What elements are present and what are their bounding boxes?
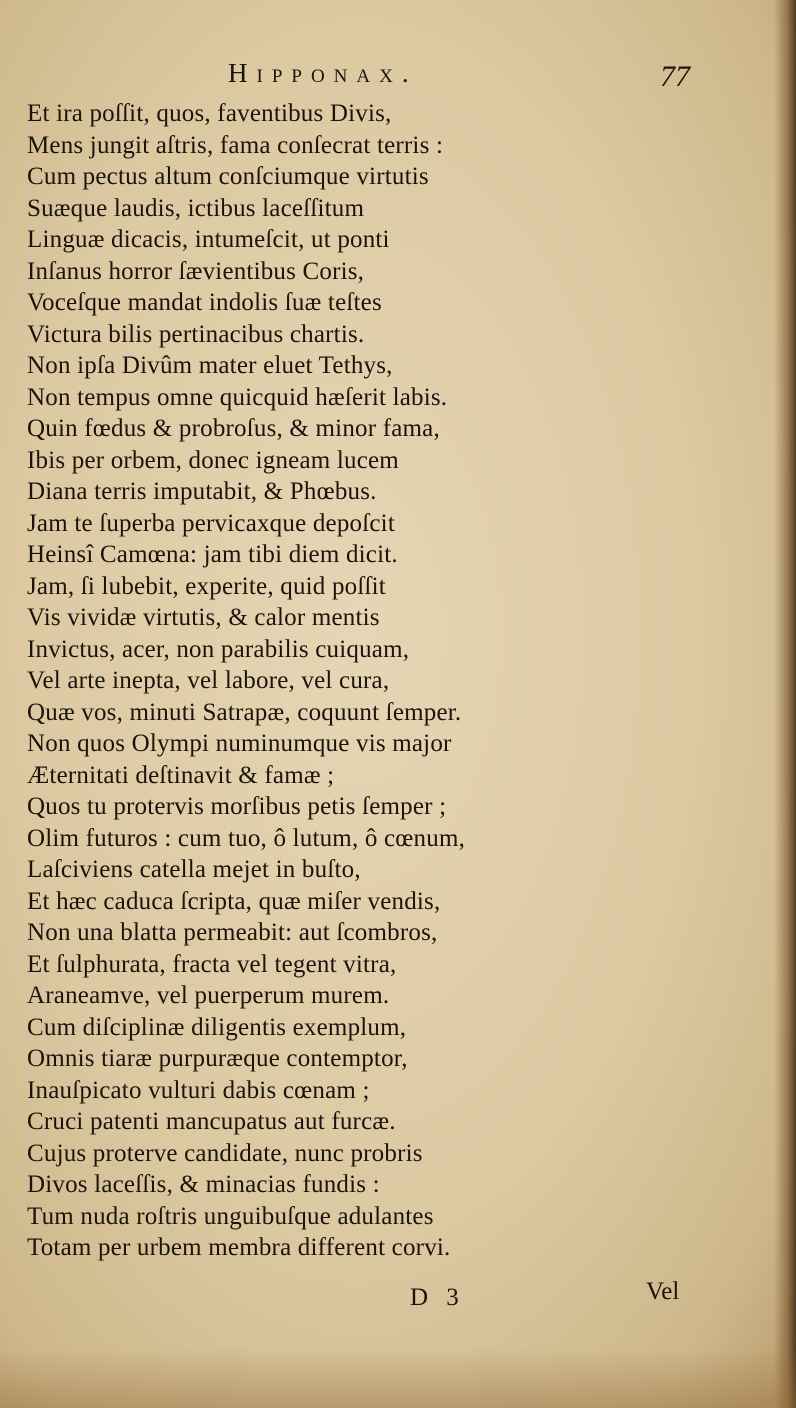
verse-line: Quos tu protervis morſibus petis ſemper ; [27,793,447,820]
verse-line: Omnis tiaræ purpuræque contemptor, [27,1045,408,1072]
verse-line: Tum nuda roſtris unguibuſque adulantes [27,1202,434,1230]
verse-line: Et ira poſſit, quos, faventibus Divis, [27,100,392,127]
verse-line: Et ſulphurata, fracta vel tegent vitra, [27,950,397,978]
verse-line: Non quos Olympi numinumque vis major [27,730,452,757]
verse-line: Totam per urbem membra different corvi. [27,1234,451,1261]
verse-line: Cum diſciplinæ diligentis exemplum, [27,1013,407,1041]
running-title: Hipponax. [228,58,418,88]
page-number: 77 [660,60,690,93]
verse-line: Non una blatta permeabit: aut ſcombros, [27,919,438,946]
verse-line: Inauſpicato vulturi dabis cœnam ; [27,1076,370,1104]
verse-line: Cum pectus altum conſciumque virtutis [27,163,429,190]
verse-line: Quin fœdus & probroſus, & minor fama, [27,415,440,442]
verse-line: Diana terris imputabit, & Phœbus. [27,478,377,505]
page-header [0,58,796,98]
verse-line: Vis vividæ virtutis, & calor mentis [27,604,380,631]
verse-line: Araneamve, vel puerperum murem. [27,982,390,1009]
verse-line: Jam, ſi lubebit, experite, quid poſſit [27,572,386,600]
verse-line: Cruci patenti mancupatus aut furcæ. [27,1108,396,1135]
verse-line: Linguæ dicacis, intumeſcit, ut ponti [27,226,390,253]
signature-mark: D 3 [410,1284,465,1311]
verse-line: Victura bilis pertinacibus chartis. [27,320,365,348]
verse-line: Divos laceſſis, & minacias fundis : [27,1171,380,1198]
verse-line: Mens jungit aſtris, fama conſecrat terris : [27,131,444,159]
verse-line: Quæ vos, minuti Satrapæ, coquunt ſemper. [27,698,462,726]
verse-line: Vel arte inepta, vel labore, vel cura, [27,667,390,694]
verse-line: Æternitati deſtinavit & famæ ; [27,761,335,789]
page-bottom-shadow [0,1348,796,1408]
verse-line: Invictus, acer, non parabilis cuiquam, [27,635,410,663]
verse-line: Voceſque mandat indolis ſuæ teſtes [27,289,382,316]
verse-line: Non ipſa Divûm mater eluet Tethys, [27,352,393,379]
verse-line: Cujus proterve candidate, nunc probris [27,1139,423,1167]
verse-line: Et hæc caduca ſcripta, quæ miſer vendis, [27,887,441,915]
verse-line: Suæque laudis, ictibus laceſſitum [27,194,365,222]
verse-line: Olim futuros : cum tuo, ô lutum, ô cœnum, [27,824,466,852]
page-footer [0,1278,796,1318]
verse-line: Laſciviens catella mejet in buſto, [27,856,361,883]
verse-line: Non tempus omne quicquid hæſerit labis. [27,383,448,411]
verse-line: Inſanus horror ſævientibus Coris, [27,257,365,285]
poem-text [27,98,647,1264]
verse-line: Ibis per orbem, donec igneam lucem [27,446,399,474]
catchword: Vel [646,1278,680,1305]
verse-line: Jam te ſuperba pervicaxque depoſcit [27,509,395,537]
page-edge-shadow [774,0,796,1408]
verse-line: Heinsî Camœna: jam tibi diem dicit. [27,541,398,568]
